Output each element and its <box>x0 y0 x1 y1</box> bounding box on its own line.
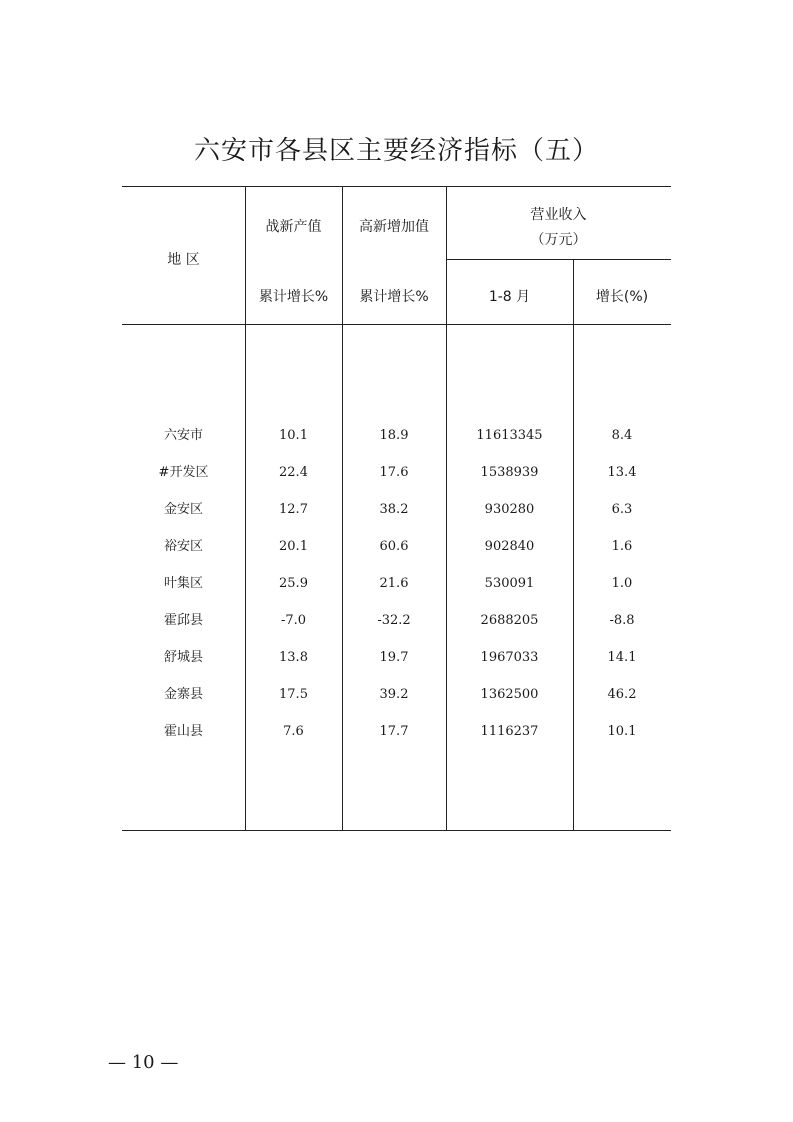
value-cell: 13.8 <box>279 650 308 665</box>
value-cell: 6.3 <box>611 502 633 517</box>
region-cell: #开发区 <box>158 465 209 480</box>
table-row <box>122 612 671 630</box>
value-cell: 20.1 <box>279 539 308 554</box>
region-cell: 六安市 <box>163 428 203 443</box>
value-cell: 902840 <box>484 539 535 554</box>
value-cell: 1967033 <box>480 650 539 665</box>
header-group-rule <box>446 259 671 260</box>
header-region: 地 区 <box>167 252 200 268</box>
value-cell: 1.0 <box>611 576 633 591</box>
value-cell: 930280 <box>484 502 535 517</box>
economic-indicators-table <box>122 186 671 831</box>
value-cell: 530091 <box>484 576 535 591</box>
value-cell: 38.2 <box>379 502 409 517</box>
table-row <box>122 464 671 482</box>
table-top-rule <box>122 186 671 187</box>
value-cell: 10.1 <box>607 724 637 739</box>
table-bottom-rule <box>122 830 671 831</box>
header-hightech-value: 高新增加值 <box>359 219 429 235</box>
value-cell: 21.6 <box>379 576 409 591</box>
value-cell: 2688205 <box>480 613 539 628</box>
region-cell: 金寨县 <box>163 687 203 702</box>
table-row <box>122 723 671 741</box>
table-row <box>122 538 671 556</box>
value-cell: 1.6 <box>611 539 633 554</box>
value-cell: -7.0 <box>280 613 307 628</box>
header-hightech-value-growth: 累计增长% <box>359 289 429 305</box>
region-cell: 叶集区 <box>163 576 203 591</box>
table-row <box>122 501 671 519</box>
region-cell: 霍山县 <box>163 724 203 739</box>
value-cell: 10.1 <box>279 428 308 443</box>
value-cell: -8.8 <box>609 613 635 628</box>
value-cell: 1538939 <box>480 465 539 480</box>
value-cell: 13.4 <box>607 465 637 480</box>
value-cell: 22.4 <box>279 465 308 480</box>
table-row <box>122 686 671 704</box>
value-cell: 1116237 <box>480 724 539 739</box>
header-emerging-output: 战新产值 <box>265 219 322 235</box>
table-row <box>122 649 671 667</box>
table-row <box>122 427 671 445</box>
value-cell: 18.9 <box>379 428 409 443</box>
header-revenue: 营业收入 <box>530 207 587 223</box>
region-cell: 金安区 <box>163 502 203 517</box>
value-cell: -32.2 <box>377 613 411 628</box>
value-cell: 60.6 <box>379 539 409 554</box>
header-revenue-period: 1-8 月 <box>488 289 531 305</box>
value-cell: 11613345 <box>476 428 543 443</box>
table-row <box>122 575 671 593</box>
header-revenue-unit: （万元） <box>530 232 587 248</box>
value-cell: 17.7 <box>379 724 409 739</box>
region-cell: 霍邱县 <box>163 613 203 628</box>
value-cell: 25.9 <box>279 576 308 591</box>
header-revenue-growth: 增长(%) <box>595 289 649 305</box>
region-cell: 裕安区 <box>163 539 203 554</box>
header-bottom-rule <box>122 324 671 325</box>
value-cell: 39.2 <box>379 687 409 702</box>
value-cell: 7.6 <box>283 724 304 739</box>
value-cell: 19.7 <box>379 650 409 665</box>
value-cell: 8.4 <box>611 428 633 443</box>
value-cell: 17.6 <box>379 465 409 480</box>
value-cell: 14.1 <box>607 650 637 665</box>
region-cell: 舒城县 <box>163 650 203 665</box>
value-cell: 1362500 <box>480 687 539 702</box>
page-number: — 10 — <box>108 1052 179 1073</box>
value-cell: 17.5 <box>279 687 308 702</box>
value-cell: 46.2 <box>607 687 637 702</box>
page-title: 六安市各县区主要经济指标（五） <box>193 136 599 166</box>
header-emerging-output-growth: 累计增长% <box>258 289 329 305</box>
value-cell: 12.7 <box>279 502 308 517</box>
